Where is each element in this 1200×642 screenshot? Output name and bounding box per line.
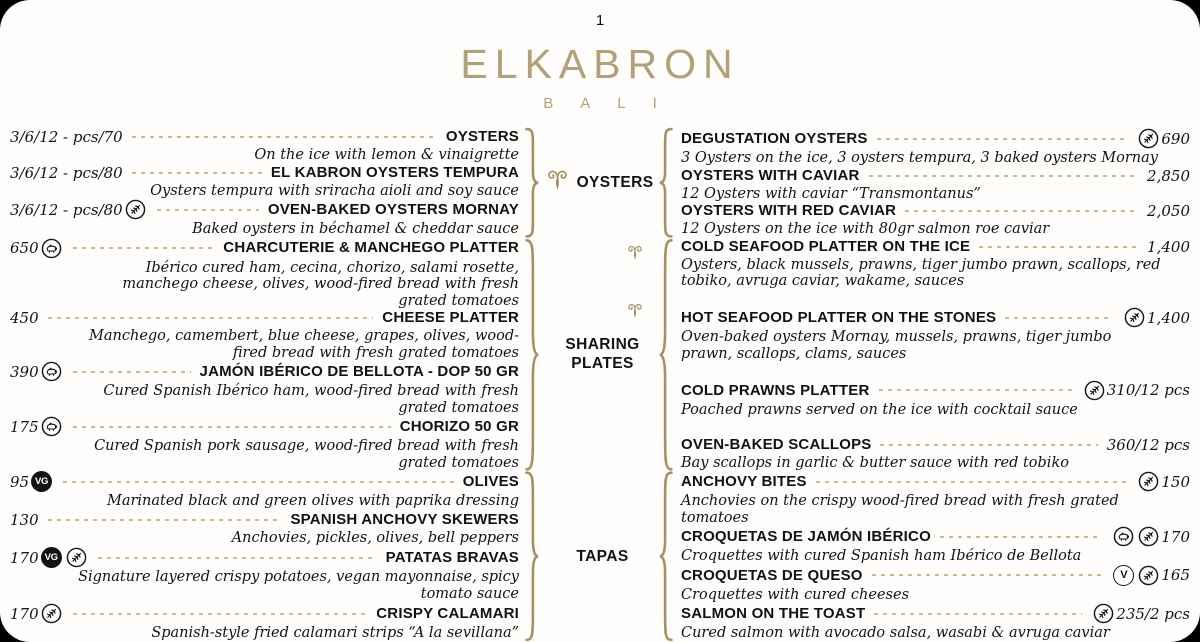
- brace-left: [523, 238, 541, 472]
- section-label-line: SHARING: [565, 335, 640, 353]
- signature-ram-marker: [626, 298, 652, 324]
- item-description: Oysters tempura with sriracha aioli and soy sauce: [150, 182, 519, 199]
- section-center: [541, 471, 657, 642]
- section-right-column: [675, 238, 1190, 472]
- item-name: JAMÓN IBÉRICO DE BELLOTA - DOP 50 GR: [199, 363, 519, 380]
- section-right-column: [675, 471, 1190, 642]
- brand-subtitle: BALI: [543, 95, 684, 112]
- item-dietary-icons: [41, 416, 62, 437]
- menu-item: [681, 603, 1190, 642]
- item-dietary-icons: [1124, 307, 1145, 328]
- section-label: [577, 173, 654, 192]
- closing-brace-icon: [523, 471, 541, 642]
- dotted-leader: [48, 519, 282, 521]
- menu-section: [10, 471, 1190, 642]
- item-dietary-icons: [1084, 380, 1105, 401]
- menu-section: [10, 128, 1190, 238]
- item-price: 690: [1161, 129, 1190, 148]
- wheat-gluten-icon: [1124, 307, 1145, 328]
- item-price: 3/6/12 - pcs/80: [10, 200, 123, 219]
- item-price: 3/6/12 - pcs/70: [10, 128, 123, 146]
- closing-brace-icon: [523, 238, 541, 472]
- item-dietary-icons: [1093, 603, 1114, 624]
- brace-left: [523, 128, 541, 238]
- section-center: [541, 238, 657, 472]
- signature-ram-marker: [626, 240, 652, 266]
- item-price: 1,400: [1147, 237, 1190, 256]
- wheat-gluten-icon: [1138, 471, 1159, 492]
- item-price: 95: [10, 472, 30, 491]
- brand-wordmark: ELKABRON: [460, 41, 740, 87]
- page-number: 1: [595, 12, 605, 29]
- item-price: 235/2 pcs: [1116, 604, 1190, 623]
- item-description: Poached prawns served on the ice with cocktail sauce: [681, 401, 1078, 418]
- dotted-leader: [98, 557, 377, 559]
- item-name: DEGUSTATION OYSTERS: [681, 129, 868, 147]
- item-name: ANCHOVY BITES: [681, 473, 807, 491]
- section-left-column: [10, 128, 523, 238]
- item-name: CROQUETAS DE JAMÓN IBÉRICO: [681, 528, 931, 546]
- item-name: OVEN-BAKED OYSTERS MORNAY: [267, 200, 519, 218]
- item-description: Cured Spanish Ibérico ham, wood-fired bread with fresh grated tomatoes: [103, 383, 519, 416]
- ram-slot: [545, 168, 570, 198]
- section-left-column: [10, 471, 523, 642]
- item-name: EL KABRON OYSTERS TEMPURA: [270, 163, 519, 181]
- item-dietary-icons: [1138, 128, 1159, 149]
- wheat-gluten-icon: [1138, 526, 1159, 547]
- menu-item: [10, 361, 519, 416]
- wheat-gluten-icon: [1138, 128, 1159, 149]
- item-name: COLD SEAFOOD PLATTER ON THE ICE: [681, 237, 971, 255]
- item-description: Anchovies on the crispy wood-fired bread with fresh grated tomatoes: [681, 493, 1119, 526]
- item-name: PATATAS BRAVAS: [385, 549, 519, 567]
- opening-brace-icon: [657, 128, 675, 238]
- wheat-gluten-icon: [1093, 603, 1114, 624]
- section-label-row: [558, 335, 639, 374]
- item-price: 2,050: [1147, 202, 1190, 221]
- item-name: OVEN-BAKED SCALLOPS: [681, 436, 872, 454]
- section-label-line: PLATES: [571, 355, 634, 373]
- item-description: Marinated black and green olives with paprika dressing: [106, 493, 519, 510]
- section-label-line: TAPAS: [576, 547, 629, 565]
- brace-right: [657, 238, 675, 472]
- pig-pork-icon: [41, 361, 62, 382]
- dotted-leader: [940, 536, 1102, 538]
- item-description: Baked oysters in béchamel & cheddar sauce: [192, 221, 519, 238]
- item-price: 450: [10, 309, 39, 328]
- item-price: 130: [10, 510, 39, 529]
- item-description: Ibérico cured ham, cecina, chorizo, salami rosette, manchego cheese, olives, wood-fired bread with fresh grated tomatoes: [122, 259, 519, 309]
- menu-item: [10, 511, 519, 547]
- menu-item: [681, 565, 1190, 604]
- item-description: Spanish-style fried calamari strips “A la sevillana”: [151, 625, 519, 642]
- vegetarian-v-badge: V: [1113, 565, 1134, 586]
- dotted-leader: [132, 172, 262, 174]
- item-name: CROQUETAS DE QUESO: [681, 566, 863, 584]
- menu-item: [681, 526, 1190, 565]
- menu-item: [10, 128, 519, 164]
- item-description: Cured Spanish pork sausage, wood-fired bread with fresh grated tomatoes: [94, 438, 519, 471]
- menu-item: [10, 416, 519, 471]
- item-price: 3/6/12 - pcs/80: [10, 163, 123, 182]
- menu-item: [681, 307, 1190, 362]
- menu-item: [10, 238, 519, 310]
- section-label-line: OYSTERS: [576, 174, 654, 192]
- item-dietary-icons: [31, 471, 52, 492]
- dotted-leader: [905, 210, 1138, 212]
- ram-head-icon: [545, 168, 570, 193]
- dotted-leader: [48, 317, 374, 319]
- item-name: CHORIZO 50 GR: [399, 418, 519, 436]
- section-label-row: [569, 547, 628, 566]
- menu-item: [10, 199, 519, 238]
- item-description: 12 Oysters with caviar “Transmontanus”: [681, 185, 981, 202]
- ram-head-icon: [626, 240, 644, 266]
- menu-sections: [10, 128, 1190, 642]
- item-description: Bay scallops in garlic & butter sauce with red tobiko: [681, 454, 1069, 471]
- item-price: 170: [1161, 527, 1190, 546]
- dotted-leader: [157, 209, 259, 211]
- dotted-leader: [73, 247, 215, 249]
- pig-pork-icon: [41, 416, 62, 437]
- item-price: 170: [10, 548, 39, 567]
- item-description: Oven-baked oysters Mornay, mussels, prawns, tiger jumbo prawn, scallops, clams, sauces: [681, 329, 1112, 362]
- dotted-leader: [132, 136, 437, 138]
- menu-section: [10, 238, 1190, 472]
- item-price: 360/12 pcs: [1106, 435, 1190, 454]
- menu-item: [10, 603, 519, 642]
- pig-pork-icon: [41, 238, 62, 259]
- item-name: OLIVES: [462, 473, 519, 491]
- vegan-vg-badge: VG: [31, 471, 52, 492]
- section-right-column: [675, 128, 1190, 238]
- item-name: CHEESE PLATTER: [382, 309, 519, 327]
- item-name: SALMON ON THE TOAST: [681, 605, 866, 623]
- dotted-leader: [877, 138, 1128, 140]
- dotted-leader: [73, 613, 368, 615]
- section-label: [576, 547, 628, 566]
- item-name: OYSTERS WITH CAVIAR: [681, 166, 860, 184]
- wheat-gluten-icon: [41, 603, 62, 624]
- menu-item: [681, 128, 1190, 167]
- item-dietary-icons: [41, 603, 62, 624]
- menu-item: [10, 164, 519, 200]
- section-center: [541, 128, 657, 238]
- dotted-leader: [73, 426, 391, 428]
- item-description: Cured salmon with avocado salsa, wasabi & avruga caviar: [681, 625, 1110, 642]
- item-description: 3 Oysters on the ice, 3 oysters tempura, 3 baked oysters Mornay: [681, 150, 1158, 166]
- dotted-leader: [1005, 317, 1113, 319]
- brace-right: [657, 471, 675, 642]
- item-price: 390: [10, 362, 39, 381]
- dotted-leader: [63, 481, 454, 483]
- item-price: 310/12 pcs: [1106, 381, 1190, 400]
- item-description: 12 Oysters on the ice with 80gr salmon roe caviar: [681, 221, 1050, 238]
- item-price: 170: [10, 604, 39, 623]
- item-dietary-icons: [1113, 526, 1159, 547]
- item-description: Croquettes with cured Spanish ham Ibérico de Bellota: [681, 548, 1082, 565]
- item-dietary-icons: [41, 547, 87, 568]
- item-description: Signature layered crispy potatoes, vegan mayonnaise, spicy tomato sauce: [78, 569, 519, 602]
- closing-brace-icon: [523, 128, 541, 238]
- opening-brace-icon: [657, 238, 675, 472]
- item-dietary-icons: [41, 238, 62, 259]
- dotted-leader: [816, 481, 1128, 483]
- dotted-leader: [73, 371, 191, 373]
- item-name: CRISPY CALAMARI: [376, 605, 519, 623]
- item-dietary-icons: [1138, 471, 1159, 492]
- item-dietary-icons: [1113, 565, 1159, 586]
- item-price: 2,850: [1147, 166, 1190, 185]
- item-name: CHARCUTERIE & MANCHEGO PLATTER: [223, 239, 519, 257]
- menu-item: [681, 202, 1190, 238]
- wheat-gluten-icon: [125, 199, 146, 220]
- item-name: HOT SEAFOOD PLATTER ON THE STONES: [681, 308, 997, 326]
- dotted-leader: [879, 389, 1073, 391]
- item-price: 165: [1161, 566, 1190, 585]
- dotted-leader: [872, 574, 1103, 576]
- menu-item: [681, 380, 1190, 419]
- item-description: Oysters, black mussels, prawns, tiger jumbo prawn, scallops, red tobiko, avruga caviar, wakame, sauces: [681, 256, 1161, 290]
- item-price: 1,400: [1147, 308, 1190, 327]
- item-description: Manchego, camembert, blue cheese, grapes, olives, wood-fired bread with fresh grated tomatoes: [89, 328, 519, 361]
- menu-item: [681, 436, 1190, 472]
- ram-head-icon: [626, 298, 644, 324]
- menu-item: [10, 547, 519, 602]
- item-name: OYSTERS WITH RED CAVIAR: [681, 202, 897, 220]
- item-name: OYSTERS: [445, 128, 519, 146]
- wheat-gluten-icon: [66, 547, 87, 568]
- vegan-vg-badge: VG: [41, 547, 62, 568]
- opening-brace-icon: [657, 471, 675, 642]
- item-price: 175: [10, 417, 39, 436]
- menu-item: [681, 167, 1190, 203]
- item-description: On the ice with lemon & vinaigrette: [254, 147, 519, 163]
- menu-item: [10, 471, 519, 510]
- dotted-leader: [979, 246, 1138, 248]
- dotted-leader: [874, 613, 1082, 615]
- section-left-column: [10, 238, 523, 472]
- wheat-gluten-icon: [1084, 380, 1105, 401]
- brace-left: [523, 471, 541, 642]
- item-name: COLD PRAWNS PLATTER: [681, 381, 870, 399]
- dotted-leader: [869, 175, 1139, 177]
- item-name: SPANISH ANCHOVY SKEWERS: [290, 511, 519, 529]
- dotted-leader: [880, 444, 1097, 446]
- section-label-row: [545, 168, 654, 198]
- section-label: [565, 335, 639, 374]
- item-price: 650: [10, 239, 39, 258]
- pig-pork-icon: [1113, 526, 1134, 547]
- item-dietary-icons: [125, 199, 146, 220]
- menu-item: [10, 309, 519, 361]
- item-description: Anchovies, pickles, olives, bell peppers: [231, 529, 519, 546]
- menu-item: [681, 471, 1190, 526]
- brace-right: [657, 128, 675, 238]
- item-price: 150: [1161, 472, 1190, 491]
- menu-item: [681, 238, 1190, 290]
- item-dietary-icons: [41, 361, 62, 382]
- item-description: Croquettes with cured cheeses: [681, 586, 910, 603]
- wheat-gluten-icon: [1138, 565, 1159, 586]
